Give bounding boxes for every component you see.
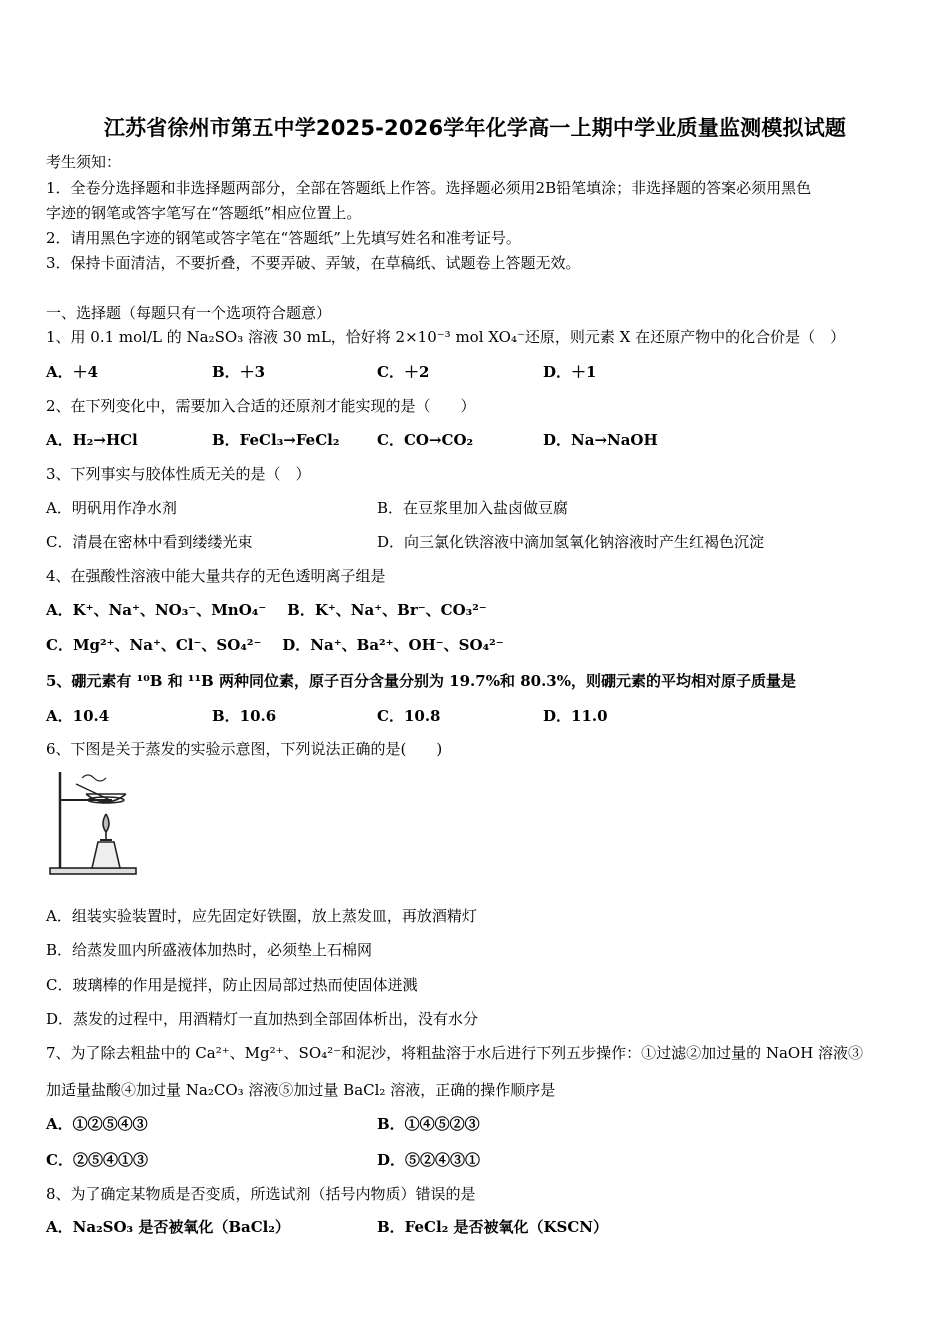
q7-option-d: D．⑤②④③① — [377, 1151, 481, 1169]
q1-option-c: C．＋2 — [377, 363, 430, 381]
evaporation-apparatus-figure — [48, 770, 140, 878]
question-4-stem: 4、在强酸性溶液中能大量共存的无色透明离子组是 — [46, 567, 386, 585]
q4-option-b: B．K⁺、Na⁺、Br⁻、CO₃²⁻ — [287, 601, 487, 619]
q4-options-row-1 — [46, 600, 487, 620]
q4-option-c: C．Mg²⁺、Na⁺、Cl⁻、SO₄²⁻ — [46, 636, 262, 654]
q4-option-d: D．Na⁺、Ba²⁺、OH⁻、SO₄²⁻ — [282, 636, 504, 654]
q6-option-d: D．蒸发的过程中，用酒精灯一直加热到全部固体析出，没有水分 — [46, 1010, 479, 1028]
page-title: 江苏省徐州市第五中学2025-2026学年化学高一上期中学业质量监测模拟试题 — [103, 116, 847, 140]
q1-option-a: A．＋4 — [46, 363, 99, 381]
q8-option-b: B．FeCl₂ 是否被氧化（KSCN） — [377, 1218, 608, 1236]
notice-item-3: 3．保持卡面清洁，不要折叠，不要弄破、弄皱，在草稿纸、试题卷上答题无效。 — [46, 254, 581, 272]
q5-option-b: B．10.6 — [212, 707, 277, 725]
notice-item-1a: 1．全卷分选择题和非选择题两部分，全部在答题纸上作答。选择题必须用2B铅笔填涂；非选择题的答案必须用黑色 — [46, 179, 812, 197]
notice-item-1b: 字迹的钢笔或答字笔写在“答题纸”相应位置上。 — [46, 204, 362, 222]
q2-option-a: A．H₂→HCl — [46, 431, 138, 449]
q2-option-c: C．CO→CO₂ — [377, 431, 474, 449]
q5-option-d: D．11.0 — [543, 707, 608, 725]
q2-option-b: B．FeCl₃→FeCl₂ — [212, 431, 340, 449]
q4-option-a: A．K⁺、Na⁺、NO₃⁻、MnO₄⁻ — [46, 601, 267, 619]
section-heading: 一、选择题（每题只有一个选项符合题意） — [46, 304, 332, 322]
q2-option-d: D．Na→NaOH — [543, 431, 658, 449]
q3-option-b: B．在豆浆里加入盐卤做豆腐 — [377, 499, 569, 517]
question-1-stem: 1、用 0.1 mol/L 的 Na₂SO₃ 溶液 30 mL，恰好将 2×10⁻³ mol XO₄⁻还原，则元素 X 在还原产物中的化合价是（ ） — [46, 328, 846, 346]
q3-option-c: C．清晨在密林中看到缕缕光束 — [46, 533, 253, 551]
q5-option-a: A．10.4 — [46, 707, 110, 725]
q5-option-c: C．10.8 — [377, 707, 441, 725]
q1-option-d: D．＋1 — [543, 363, 597, 381]
question-8-stem: 8、为了确定某物质是否变质，所选试剂（括号内物质）错误的是 — [46, 1185, 476, 1203]
q8-option-a: A．Na₂SO₃ 是否被氧化（BaCl₂） — [46, 1218, 290, 1236]
question-3-stem: 3、下列事实与胶体性质无关的是（ ） — [46, 465, 311, 483]
question-2-stem: 2、在下列变化中，需要加入合适的还原剂才能实现的是（ ） — [46, 397, 476, 415]
q1-option-b: B．＋3 — [212, 363, 266, 381]
notice-item-2: 2．请用黑色字迹的钢笔或答字笔在“答题纸”上先填写姓名和准考证号。 — [46, 229, 521, 247]
question-6-stem: 6、下图是关于蒸发的实验示意图，下列说法正确的是( ) — [46, 740, 443, 758]
question-5-stem: 5、硼元素有 ¹⁰B 和 ¹¹B 两种同位素，原子百分含量分别为 19.7%和 80.3%，则硼元素的平均相对原子质量是 — [46, 672, 796, 690]
q7-option-a: A．①②⑤④③ — [46, 1115, 148, 1133]
q3-option-a: A．明矾用作净水剂 — [46, 499, 177, 517]
q7-option-c: C．②⑤④①③ — [46, 1151, 148, 1169]
q7-option-b: B．①④⑤②③ — [377, 1115, 480, 1133]
q6-option-b: B．给蒸发皿内所盛液体加热时，必须垫上石棉网 — [46, 941, 373, 959]
q6-option-c: C．玻璃棒的作用是搅拌，防止因局部过热而使固体迸溅 — [46, 976, 418, 994]
notice-heading: 考生须知： — [46, 153, 122, 171]
question-7-stem-line-1: 7、为了除去粗盐中的 Ca²⁺、Mg²⁺、SO₄²⁻和泥沙，将粗盐溶于水后进行下列五步操作：①过滤②加过量的 NaOH 溶液③ — [46, 1044, 864, 1062]
question-7-stem-line-2: 加适量盐酸④加过量 Na₂CO₃ 溶液⑤加过量 BaCl₂ 溶液，正确的操作顺序是 — [46, 1081, 556, 1099]
q6-option-a: A．组装实验装置时，应先固定好铁圈，放上蒸发皿，再放酒精灯 — [46, 907, 477, 925]
q4-options-row-2 — [46, 635, 504, 655]
q3-option-d: D．向三氯化铁溶液中滴加氢氧化钠溶液时产生红褐色沉淀 — [377, 533, 765, 551]
